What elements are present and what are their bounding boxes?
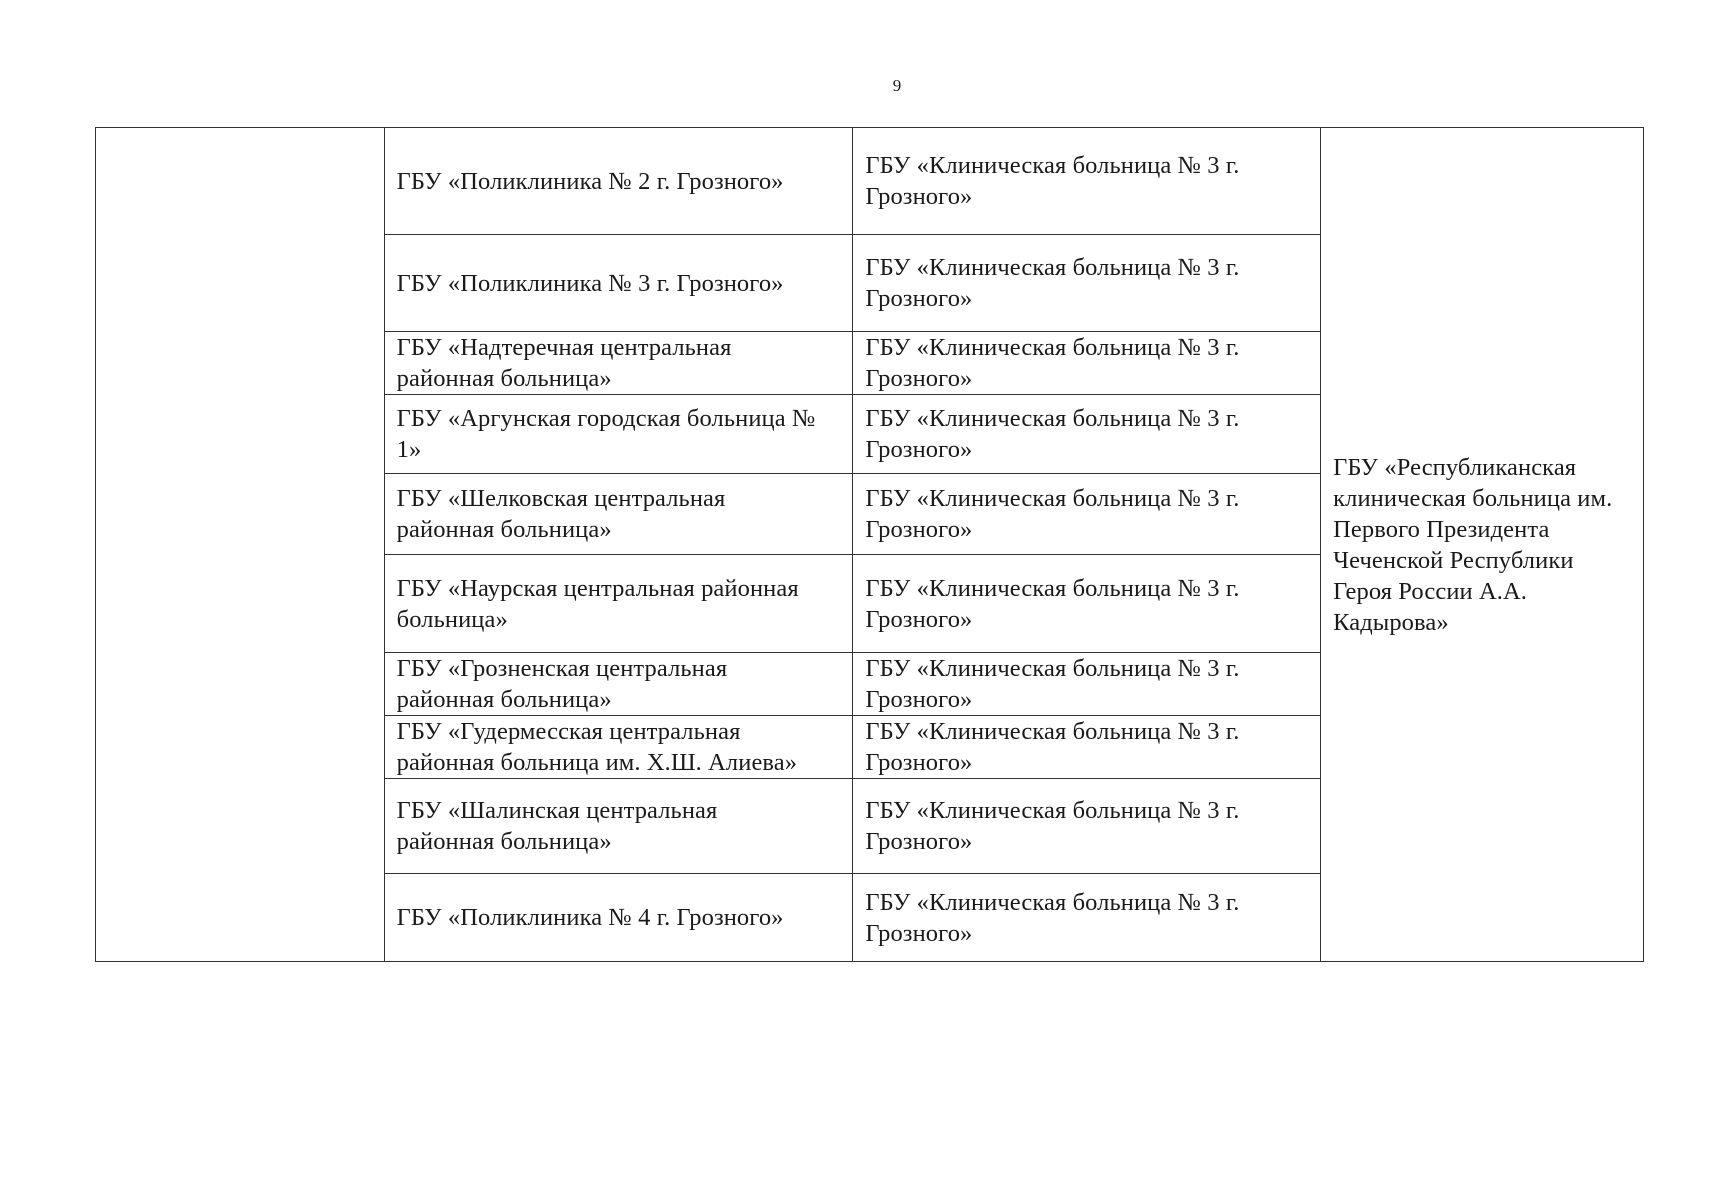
receiver-cell <box>853 716 1321 779</box>
table-row <box>96 128 1644 235</box>
sender-name: ГБУ «Наурская центральная районная больница» <box>396 574 799 633</box>
sender-cell <box>384 555 853 653</box>
receiver-name: ГБУ «Клиническая больница № 3 г. Грозного» <box>865 888 1240 947</box>
sender-name: ГБУ «Надтеречная центральная районная больница» <box>396 334 732 392</box>
sender-cell <box>384 653 853 716</box>
receiver-name: ГБУ «Клиническая больница № 3 г. Грозного» <box>865 405 1240 463</box>
sender-name: ГБУ «Аргунская городская больница № 1» <box>396 405 816 463</box>
sender-cell <box>384 332 853 395</box>
receiver-cell <box>853 653 1321 716</box>
receiver-cell <box>853 874 1321 962</box>
sender-name: ГБУ «Шелковская центральная районная больница» <box>396 485 726 543</box>
sender-cell <box>384 779 853 874</box>
receiver-cell <box>853 332 1321 395</box>
sender-cell <box>384 235 853 332</box>
sender-cell <box>384 395 853 474</box>
routing-table <box>95 127 1644 962</box>
empty-region-cell <box>96 128 385 962</box>
final-receiver-cell <box>1321 128 1644 962</box>
sender-cell <box>384 474 853 555</box>
sender-name: ГБУ «Шалинская центральная районная больница» <box>396 797 718 855</box>
receiver-name: ГБУ «Клиническая больница № 3 г. Грозного» <box>865 797 1240 855</box>
receiver-name: ГБУ «Клиническая больница № 3 г. Грозного» <box>865 655 1240 713</box>
final-receiver-name: ГБУ «Республиканская клиническая больница им. Первого Президента Чеченской Республики Героя России А.А. Кадырова» <box>1333 453 1613 636</box>
receiver-cell <box>853 779 1321 874</box>
receiver-name: ГБУ «Клиническая больница № 3 г. Грозного» <box>865 254 1240 312</box>
receiver-name: ГБУ «Клиническая больница № 3 г. Грозного» <box>865 574 1240 633</box>
receiver-cell <box>853 395 1321 474</box>
receiver-cell <box>853 474 1321 555</box>
receiver-name: ГБУ «Клиническая больница № 3 г. Грозного» <box>865 334 1240 392</box>
sender-name: ГБУ «Поликлиника № 4 г. Грозного» <box>396 904 784 931</box>
receiver-cell <box>853 555 1321 653</box>
receiver-cell <box>853 128 1321 235</box>
sender-name: ГБУ «Поликлиника № 3 г. Грозного» <box>396 269 784 297</box>
receiver-name: ГБУ «Клиническая больница № 3 г. Грозного» <box>865 485 1240 543</box>
sender-cell <box>384 874 853 962</box>
sender-name: ГБУ «Грозненская центральная районная больница» <box>396 655 728 713</box>
sender-cell <box>384 128 853 235</box>
sender-name: ГБУ «Поликлиника № 2 г. Грозного» <box>396 167 784 195</box>
receiver-cell <box>853 235 1321 332</box>
page-number: 9 <box>892 76 902 95</box>
sender-cell <box>384 716 853 779</box>
receiver-name: ГБУ «Клиническая больница № 3 г. Грозного» <box>865 152 1240 210</box>
sender-name: ГБУ «Гудермесская центральная районная больница им. Х.Ш. Алиева» <box>396 718 798 776</box>
receiver-name: ГБУ «Клиническая больница № 3 г. Грозного» <box>865 718 1240 776</box>
